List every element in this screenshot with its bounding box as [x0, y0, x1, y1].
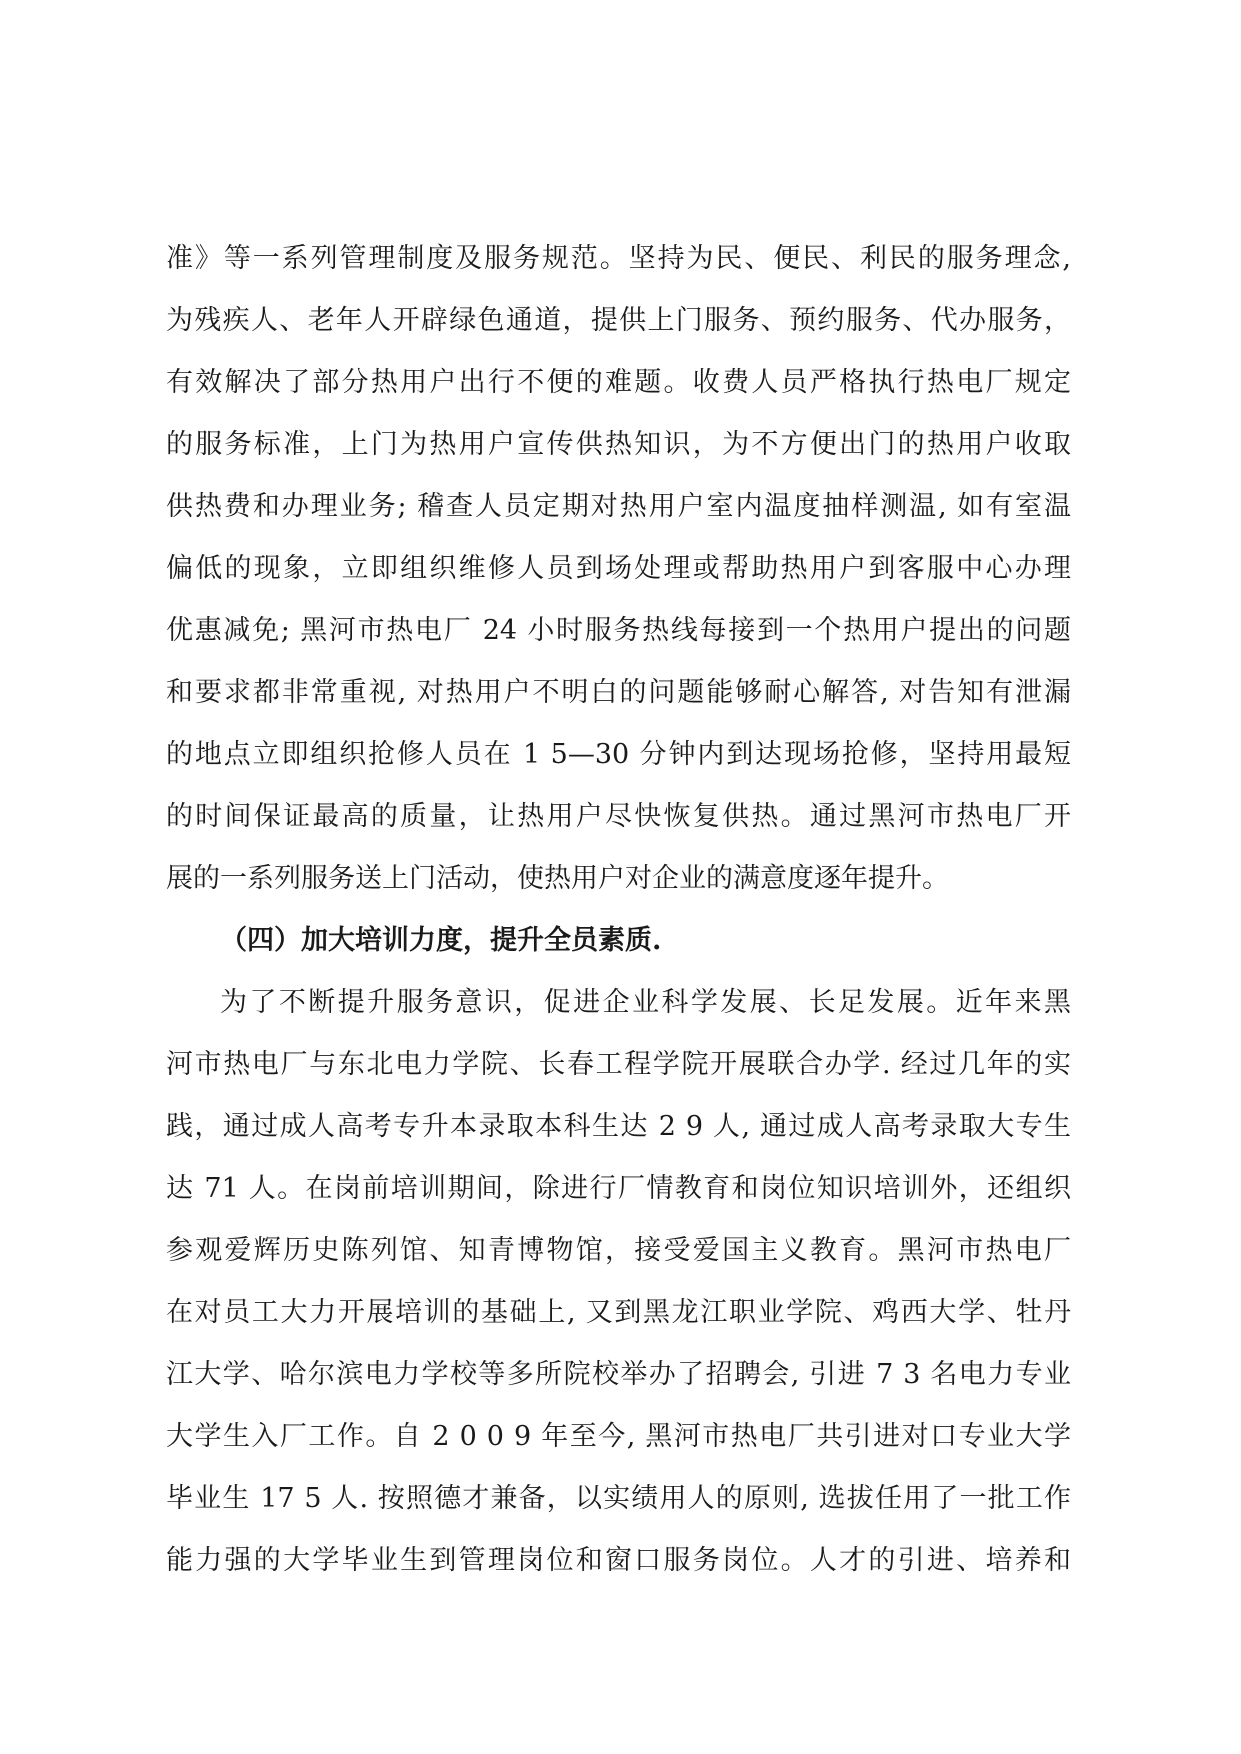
text-line: 毕业生 17 5 人. 按照德才兼备，以实绩用人的原则, 选拔任用了一批工作	[166, 1483, 1071, 1514]
text-line: 达 71 人。在岗前培训期间，除进行厂情教育和岗位知识培训外，还组织	[166, 1173, 1071, 1204]
text-line: 为残疾人、老年人开辟绿色通道，提供上门服务、预约服务、代办服务，	[166, 305, 1071, 336]
text-line: 河市热电厂与东北电力学院、长春工程学院开展联合办学. 经过几年的实	[166, 1049, 1071, 1080]
paragraph-training	[166, 972, 1071, 1592]
document-page	[166, 228, 1071, 1592]
text-line: 能力强的大学毕业生到管理岗位和窗口服务岗位。人才的引进、培养和	[166, 1545, 1071, 1576]
text-line: 践，通过成人高考专升本录取本科生达 2 9 人, 通过成人高考录取大专生	[166, 1111, 1071, 1142]
text-line: 准》等一系列管理制度及服务规范。坚持为民、便民、利民的服务理念,	[166, 243, 1071, 274]
paragraph-service	[166, 228, 1071, 910]
text-line: 江大学、哈尔滨电力学校等多所院校举办了招聘会, 引进 7 3 名电力专业	[166, 1359, 1071, 1390]
text-line: 参观爱辉历史陈列馆、知青博物馆，接受爱国主义教育。黑河市热电厂	[166, 1235, 1071, 1266]
text-line: 优惠减免; 黑河市热电厂 24 小时服务热线每接到一个热用户提出的问题	[166, 615, 1071, 646]
text-line: 在对员工大力开展培训的基础上, 又到黑龙江职业学院、鸡西大学、牡丹	[166, 1297, 1071, 1328]
text-line: 有效解决了部分热用户出行不便的难题。收费人员严格执行热电厂规定	[166, 367, 1071, 398]
section-heading: （四）加大培训力度，提升全员素质.	[220, 925, 662, 956]
text-line: 的地点立即组织抢修人员在 1 5—30 分钟内到达现场抢修，坚持用最短	[166, 739, 1071, 770]
text-line: 展的一系列服务送上门活动，使热用户对企业的满意度逐年提升。	[166, 863, 949, 894]
text-line: 偏低的现象，立即组织维修人员到场处理或帮助热用户到客服中心办理	[166, 553, 1071, 584]
text-line: 为了不断提升服务意识，促进企业科学发展、长足发展。近年来黑	[220, 987, 1071, 1018]
text-line: 的服务标准，上门为热用户宣传供热知识，为不方便出门的热用户收取	[166, 429, 1071, 460]
text-line: 大学生入厂工作。自 2 0 0 9 年至今, 黑河市热电厂共引进对口专业大学	[166, 1421, 1071, 1452]
text-line: 供热费和办理业务; 稽查人员定期对热用户室内温度抽样测温, 如有室温	[166, 491, 1071, 522]
text-line: 和要求都非常重视, 对热用户不明白的问题能够耐心解答, 对告知有泄漏	[166, 677, 1071, 708]
text-line: 的时间保证最高的质量，让热用户尽快恢复供热。通过黑河市热电厂开	[166, 801, 1071, 832]
